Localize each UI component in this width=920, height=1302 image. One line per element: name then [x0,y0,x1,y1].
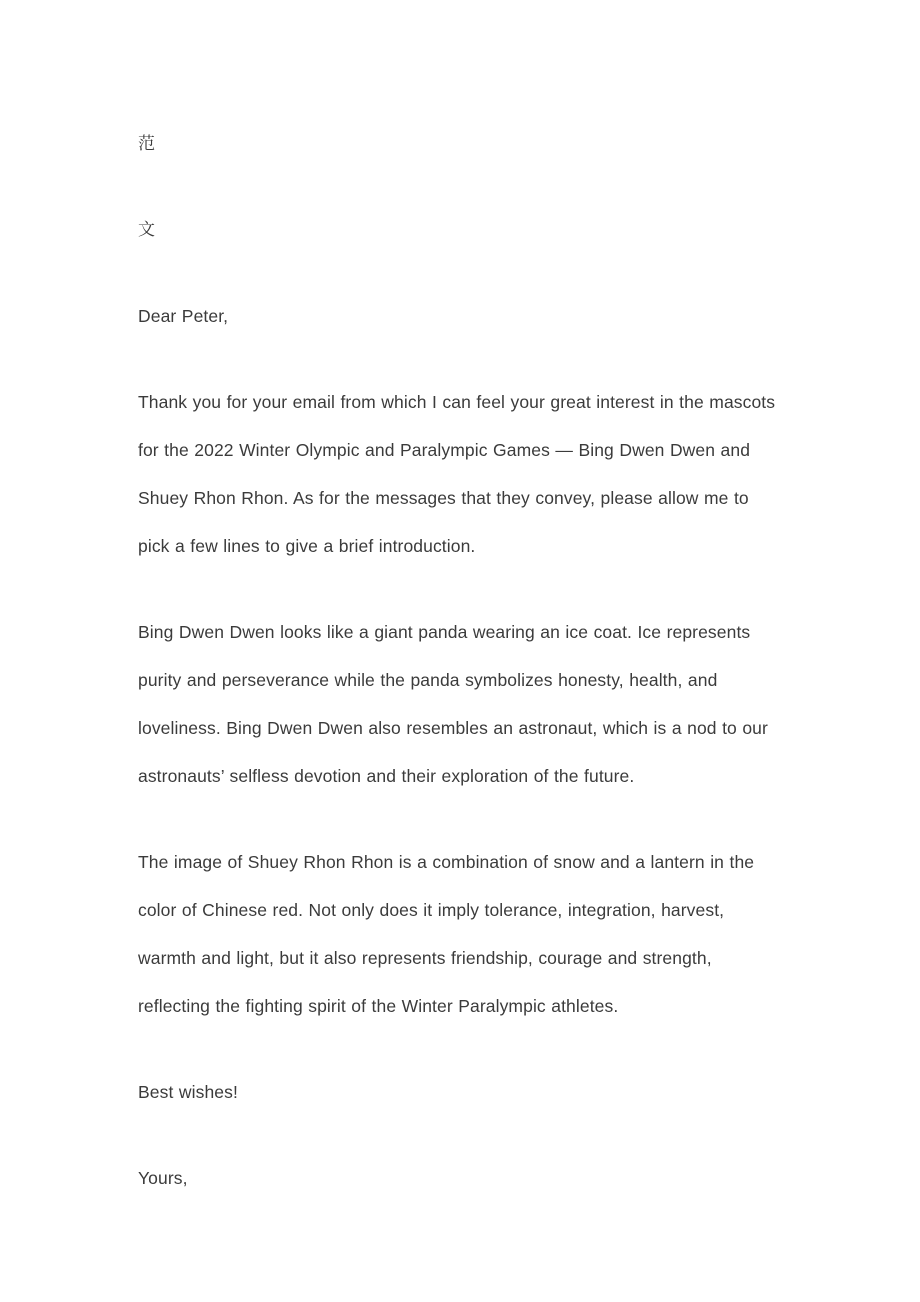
title-char-fan: 范 [138,134,156,154]
closing: Best wishes! [138,1082,238,1102]
signoff: Yours, [138,1168,188,1188]
paragraph-shuey-rhon-rhon: The image of Shuey Rhon Rhon is a combination of snow and a lantern in the color of Chinese red. Not only does it imply tolerance, integration, harvest, warmth and light, but it also represents friendship, courage and strength, reflecting the fighting spirit of the Winter Paralympic athletes. [138,852,755,1016]
paragraph-intro: Thank you for your email from which I can feel your great interest in the mascots for the 2022 Winter Olympic and Paralympic Games — Bing Dwen Dwen and Shuey Rhon Rhon. As for the messages that they convey, please allow me to pick a few lines to give a brief introduction. [138,392,776,556]
paragraph-bing-dwen-dwen: Bing Dwen Dwen looks like a giant panda wearing an ice coat. Ice represents purity and perseverance while the panda symbolizes honesty, health, and loveliness. Bing Dwen Dwen also resembles an astronaut, which is a nod to our astronauts’ selfless devotion and their exploration of the future. [138,622,768,786]
title-char-wen: 文 [138,220,156,240]
salutation: Dear Peter, [138,306,229,326]
